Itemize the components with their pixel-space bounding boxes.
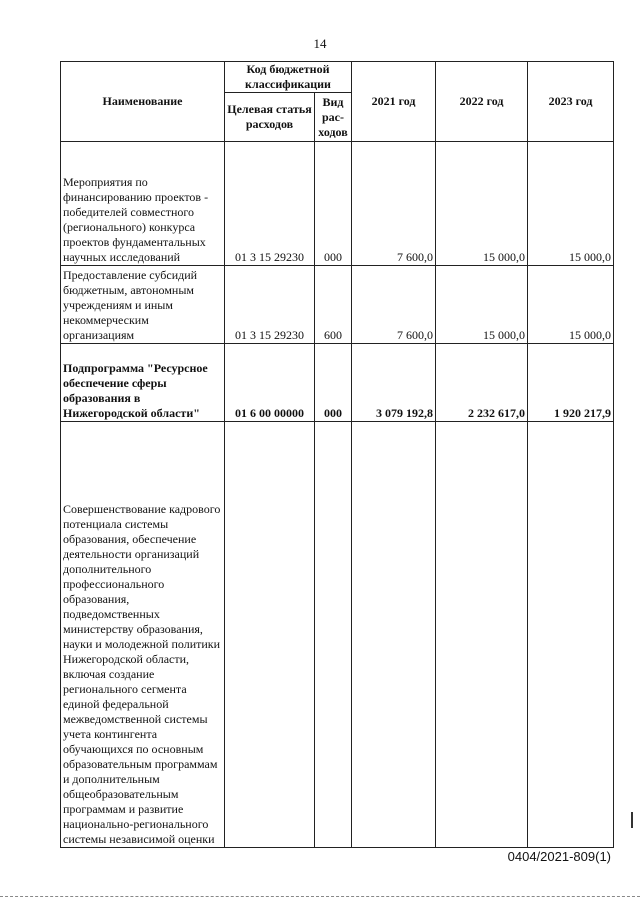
- header-classification: Код бюджетной классификации: [225, 62, 352, 93]
- row-target: 01 6 00 00000: [225, 344, 315, 422]
- row-2023: 15 000,0: [528, 266, 614, 344]
- row-2021: 7 600,0: [352, 142, 436, 266]
- row-name: Подпрограмма "Ресурсное обеспечение сферы образования в Нижегородской области": [61, 344, 225, 422]
- table-row: [61, 142, 614, 266]
- row-2023: 15 000,0: [528, 142, 614, 266]
- header-year-2022: 2022 год: [436, 62, 528, 142]
- header-year-2021: 2021 год: [352, 62, 436, 142]
- row-target: 01 3 15 29230: [225, 142, 315, 266]
- row-kind: [315, 422, 352, 848]
- bottom-divider: [0, 896, 640, 897]
- margin-mark: [631, 812, 633, 828]
- row-2021: 7 600,0: [352, 266, 436, 344]
- row-kind: 000: [315, 344, 352, 422]
- row-2022: [436, 422, 528, 848]
- header-target-article: Целевая статья расходов: [225, 93, 315, 142]
- row-2021: 3 079 192,8: [352, 344, 436, 422]
- row-target: [225, 422, 315, 848]
- header-year-2023: 2023 год: [528, 62, 614, 142]
- row-2022: 15 000,0: [436, 142, 528, 266]
- row-kind: 600: [315, 266, 352, 344]
- table-row: [61, 266, 614, 344]
- row-2021: [352, 422, 436, 848]
- header-name: Наименование: [61, 62, 225, 142]
- table-row: [61, 422, 614, 848]
- document-code: 0404/2021-809(1): [507, 849, 611, 864]
- budget-table: [60, 61, 614, 848]
- row-2023: [528, 422, 614, 848]
- row-target: 01 3 15 29230: [225, 266, 315, 344]
- row-2022: 15 000,0: [436, 266, 528, 344]
- table-row-subprogram: [61, 344, 614, 422]
- header-expense-type: Вид рас- ходов: [315, 93, 352, 142]
- row-2023: 1 920 217,9: [528, 344, 614, 422]
- page-number: 14: [313, 36, 327, 51]
- row-name: Совершенствование кадрового потенциала системы образования, обеспечение деятельности организаций дополнительного профессионального образования, подведомственных министерству образования, науки и молодежной политики Нижегородской области, включая создание регионального сегмента единой федеральной межведомственной системы учета контингента обучающихся по основным образовательным программам и дополнительным общеобразовательным программам и развитие национально-регионального системы независимой оценки: [61, 422, 225, 848]
- row-2022: 2 232 617,0: [436, 344, 528, 422]
- row-kind: 000: [315, 142, 352, 266]
- row-name: Мероприятия по финансированию проектов - победителей совместного (регионального) конкурса проектов фундаментальных научных исследований: [61, 142, 225, 266]
- row-name: Предоставление субсидий бюджетным, автономным учреждениям и иным некоммерческим организациям: [61, 266, 225, 344]
